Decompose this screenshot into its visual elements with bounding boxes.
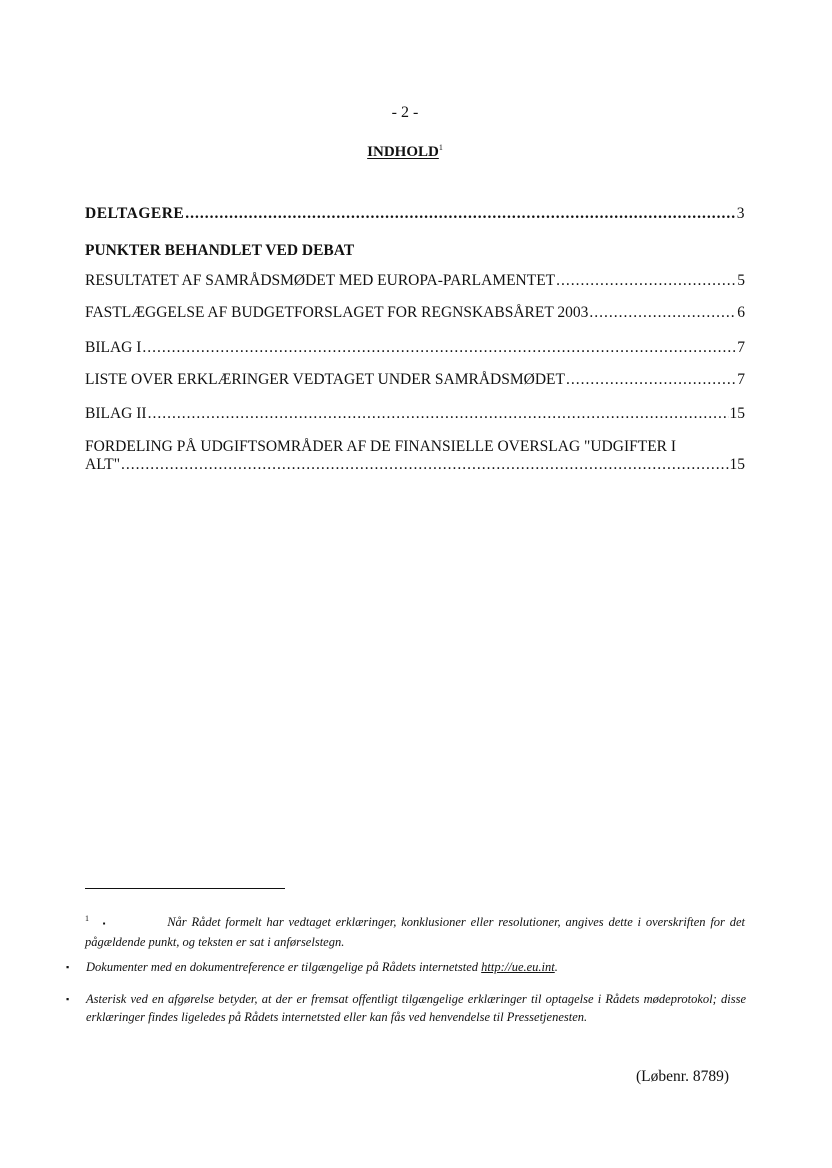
toc-entry-page: 3	[736, 205, 745, 222]
note-documents-text-wrap	[86, 958, 558, 976]
note-documents-text: Dokumenter med en dokumentreference er tilgængelige på Rådets internetsted	[86, 960, 482, 974]
toc-entry-label: LISTE OVER ERKLÆRINGER VEDTAGET UNDER SAMRÅDSMØDET	[85, 371, 565, 388]
toc-entry-label: FASTLÆGGELSE AF BUDGETFORSLAGET FOR REGNSKABSÅRET 2003	[85, 304, 589, 321]
toc-section-heading-label: PUNKTER BEHANDLET VED DEBAT	[85, 242, 355, 259]
toc-entry-bilag-2	[85, 405, 745, 423]
bullet-icon: ▪	[101, 919, 108, 929]
toc-entry-label: BILAG I	[85, 339, 142, 356]
heading-footnote-mark: 1	[438, 143, 443, 152]
toc-leader-dots	[185, 205, 735, 223]
toc-entry-deltagere	[85, 205, 745, 223]
bullet-icon: ▪	[66, 962, 70, 972]
toc-entry-label: FORDELING PÅ UDGIFTSOMRÅDER AF DE FINANSIELLE OVERSLAG "UDGIFTER I	[85, 438, 677, 455]
toc-section-heading	[85, 242, 745, 260]
note-documents	[66, 958, 746, 976]
footnote-divider	[85, 888, 285, 889]
website-link[interactable]: http://ue.eu.int	[481, 960, 555, 974]
toc-entry-page: 7	[737, 339, 745, 356]
toc-entry-erklaeringer	[85, 371, 745, 389]
toc-entry-label: RESULTATET AF SAMRÅDSMØDET MED EUROPA-PARLAMENTET	[85, 272, 556, 289]
note-asterisk-text: Asterisk ved en afgørelse betyder, at der er fremsat offentligt tilgængelige erklæringer til optagelse i Rådets mødeprotokol; disse erklæringer findes ligeledes på Rådets internetsted eller kan fås ved henvendelse til Pressetjenesten.	[86, 992, 746, 1024]
toc-entry-label: BILAG II	[85, 405, 147, 422]
toc-leader-dots	[566, 371, 736, 389]
toc-entry-page: 5	[737, 272, 745, 289]
toc-leader-dots	[148, 405, 729, 423]
toc-entry-page: 15	[729, 405, 745, 422]
footnote-1-text: Når Rådet formelt har vedtaget erklæringer, konklusioner eller resolutioner, angives dette i overskriften for det pågældende punkt, og teksten er sat i anførselstegn.	[85, 915, 745, 950]
toc-entry-label: DELTAGERE	[85, 205, 185, 222]
bullet-icon: ▪	[66, 994, 70, 1004]
toc-entry-page: 6	[737, 304, 745, 321]
toc-entry-page: 7	[737, 371, 745, 388]
toc-entry-label: ALT"	[85, 456, 121, 473]
page-number: - 2 -	[391, 104, 419, 121]
footnote-marker: 1	[85, 914, 89, 923]
toc-entry-bilag-1	[85, 339, 745, 357]
toc-entry-page: 15	[729, 456, 745, 473]
page-title	[0, 143, 810, 161]
note-asterisk	[66, 990, 746, 1026]
toc-leader-dots	[121, 456, 728, 474]
page-title-text: INDHOLD	[367, 144, 439, 160]
toc-entry-fordeling-line2	[85, 456, 745, 474]
serial-number: (Løbenr. 8789)	[636, 1068, 729, 1085]
toc-leader-dots	[142, 339, 736, 357]
toc-entry-samraadsmoedet	[85, 272, 745, 290]
footnote-1	[85, 910, 745, 951]
toc-leader-dots	[556, 272, 736, 290]
toc-entry-budgetforslag	[85, 304, 745, 322]
toc-entry-fordeling-line1	[85, 438, 745, 456]
note-documents-end: .	[554, 960, 558, 974]
toc-leader-dots	[589, 304, 736, 322]
